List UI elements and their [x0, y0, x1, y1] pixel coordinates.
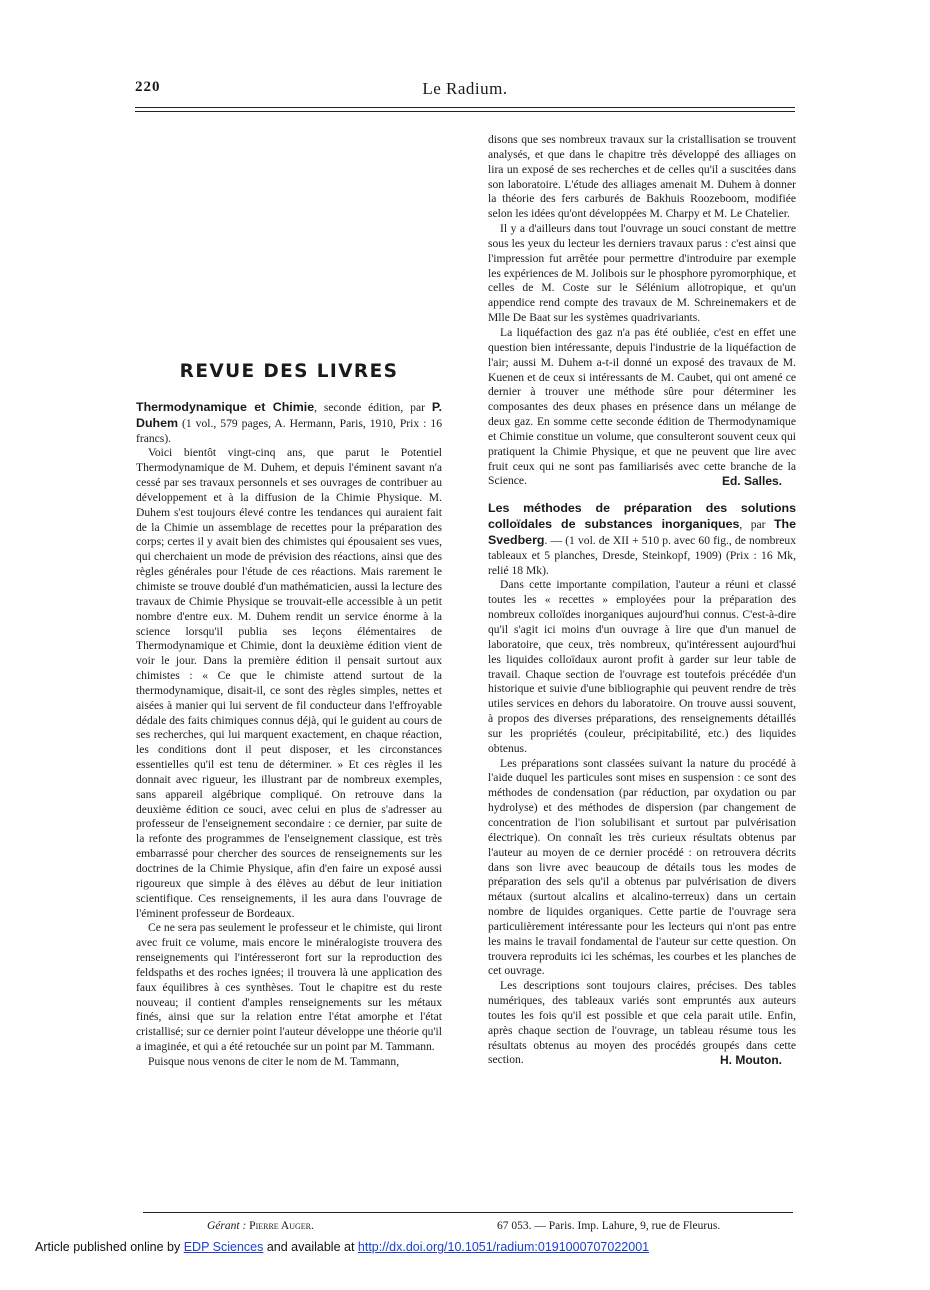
section-heading: REVUE DES LIVRES — [179, 361, 399, 382]
review-citation — [136, 400, 442, 447]
review-title-suffix: , par — [739, 518, 766, 532]
right-column — [488, 133, 796, 1068]
review-title: Thermodynamique et Chimie — [136, 399, 315, 414]
review-paragraph: Voici bientôt vingt-cinq ans, que parut le Potentiel Thermodynamique de M. Duhem, et depuis l'éminent savant n'a cessé par ses travaux personnels et ses ouvrages de contribuer au développement et à la diffusion de la Chimie Physique. M. Duhem s'est toujours élevé contre les tendances qui auraient fait de la Chimie un assemblage de recettes pour la préparation des corps; certes il y avait bien des chimistes qui épousaient ses vues, qui cherchaient un mode de prévision des réactions, ainsi que des règles générales pour l'étude de ces réactions. Mais rarement le chimiste se trouve doublé d'un mathématicien, aussi la lecture des travaux de Chimie Physique se trouvait-elle accessible à un petit nombre d'entre eux. M. Duhem rendit un service énorme à la science lorsqu'il publia ses leçons élémentaires de Thermodynamique et Chimie, dont la deuxième édition vient de voir le jour. Dans la première édition il pensait surtout aux chimistes : « Ce que le chimiste attend surtout de la thermodynamique, disait-il, ce sont des règles simples, nettes et aisées à manier qui lui servent de fil conducteur dans l'effroyable dédale des faits chimiques connus déjà, qui le guident au cours de ses recherches, qui lui marquent exactement, en chaque réaction, les conditions dont il peut disposer, et les circonstances essentielles qu'il est tenu de déterminer. » Et ces règles il les donnait avec rigueur, les illustrant par de nombreux exemples, sans appareil algébrique compliqué. On retrouve dans la deuxième édition ce souci, avec celui en plus de s'adresser au professeur de l'enseignement secondaire : ce dernier, par suite de la refonte des programmes de l'enseignement classique, est très embarrassé pour chercher des sources de renseignements sur les doctrines de la Chimie Physique, afin d'en faire un exposé aussi rigoureux que simple à des élèves au début de leur initiation scientifique. Ces renseignements, il les aura dans l'ouvrage de l'éminent professeur de Bordeaux. — [136, 446, 442, 920]
reviewer-signature: Ed. Salles. — [721, 474, 782, 489]
review-author: P. Duhem — [136, 399, 442, 430]
gerant-name: Pierre Auger. — [249, 1220, 314, 1232]
review-paragraph — [488, 326, 796, 489]
footer-printer: 67 053. — Paris. Imp. Lahure, 9, rue de Fleurus. — [497, 1220, 721, 1232]
doi-link[interactable]: http://dx.doi.org/10.1051/radium:0191000707022001 — [357, 1240, 650, 1254]
left-column — [136, 117, 442, 1070]
page-number: 220 — [135, 79, 161, 95]
review-paragraph: Il y a d'ailleurs dans tout l'ouvrage un souci constant de mettre sous les yeux du lecteur les derniers travaux parus : c'est ainsi que l'impression fut arrêtée pour permettre d'introduire par exemple les expériences de M. Jolibois sur le phosphore pyromorphique, et celles de M. Coste sur le Sélénium allotropique, et qu'un appendice rend compte des travaux de M. Schreinemakers et de Mlle De Baat sur les systèmes quadrivariants. — [488, 222, 796, 325]
review-bibliography: . — (1 vol. de XII + 510 p. avec 60 fig., de nombreux tableaux et 5 planches, Dresde, Steinkopf, 1909) (Prix : 16 Mk, relié 18 Mk). — [488, 533, 796, 577]
online-note-prefix: Article published online by — [35, 1240, 184, 1254]
review-title-suffix: , seconde édition, par — [314, 400, 425, 414]
review-author: The Svedberg — [488, 517, 796, 547]
review-paragraph-text: La liquéfaction des gaz n'a pas été oubliée, c'est en effet une question bien intéressante, depuis l'industrie de la liquéfaction de l'air; aussi M. Duhem a-t-il donné un exposé des travaux de M. Kuenen et de ceux si intéressants de M. Caubet, qui ont amené ce dernier à trouver une méthode sûre pour déterminer les composantes des deux phases en présence dans un mélange de deux gaz. En somme cette seconde édition de Thermodynamique et Chimie constitue un volume, que consulteront souvent ceux qui pratiquent la Chimie Physique, et que ne peuvent que lire avec fruit ceux qui ne sont pas familiarisés avec cette branche de la Science. — [488, 325, 796, 488]
reviewer-signature: H. Mouton. — [720, 1053, 782, 1068]
review-bibliography: (1 vol., 579 pages, A. Hermann, Paris, 1910, Prix : 16 francs). — [136, 416, 442, 445]
spacer — [488, 489, 796, 501]
review-title: Les méthodes de préparation des solutions colloïdales de substances inorganiques — [488, 501, 796, 532]
running-head — [135, 79, 795, 101]
review-paragraph: Puisque nous venons de citer le nom de M. Tammann, — [148, 1054, 400, 1068]
header-rule-bottom — [135, 111, 795, 112]
review-paragraph: Les préparations sont classées suivant la nature du procédé à l'aide duquel les particules sont mises en suspension : ce sont des méthodes de condensation (par réduction, par oxydation ou par hydrolyse) et des méthodes de dispersion (par changement de concentration de l'ion solubilisant et surtout par pulvérisation électrique). On connaît les très curieux résultats obtenus par l'auteur au moyen de ce dernier procédé : on retrouvera décrits dans son livre avec beaucoup de détails tous les modes de préparation des sels qu'il a obtenus par pulvérisation de divers métaux (surtout alcalins et alcalino-terreux) dans un certain nombre de liquides organiques. Cette partie de l'ouvrage sera particulièrement intéressante pour les lecteurs qui n'ont pas entre les mains le travail fondamental de l'auteur sur cette question. On trouvera reproduits ici les schémas, les courbes et les planches de cet ouvrage. — [488, 756, 796, 978]
journal-title: Le Radium. — [422, 79, 508, 98]
review-paragraph — [488, 979, 796, 1068]
header-rule-top — [135, 107, 795, 108]
gerant-label: Gérant : — [207, 1220, 250, 1232]
review-paragraph: Dans cette importante compilation, l'auteur a réuni et classé toutes les « recettes » employées pour la préparation des nombreux colloïdes inorganiques aujourd'hui connus. C'est-à-dire qu'il s'agit ici moins d'un ouvrage à lire que d'un manuel de laboratoire, que ceux, très nombreux, qu'intéressent aujourd'hui les liquides colloïdaux auront profit à garder sur leur table de travail. Chaque section de l'ouvrage est toutefois précédée d'un historique et suivie d'une bibliographie qui peuvent rendre de très utiles services en dehors du laboratoire. On trouve aussi souvent, à propos des diverses préparations, des renseignements détaillés sur les propriétés (couleur, précipitabilité, etc.) des liquides obtenus. — [488, 578, 796, 755]
review-citation — [488, 501, 796, 578]
review-paragraph: disons que ses nombreux travaux sur la cristallisation se trouvent analysés, et que dans le chapitre très développé des alliages on lira un exposé de ses recherches et de celles qu'il a suscitées dans son laboratoire. L'étude des alliages amenait M. Duhem à donner la théorie des fers carburés de Bakhuis Roozeboom, modifiée selon les idées qu'ont développées M. Charpy et M. Le Chatelier. — [488, 133, 796, 221]
footer-gerant — [207, 1220, 314, 1232]
review-paragraph-text: Les descriptions sont toujours claires, précises. Des tables numériques, des tableaux variés sont empruntés aux auteurs toutes les fois qu'il est possible et que cela parait utile. Enfin, après chaque section de l'ouvrage, un tableau résume tous les résultats obtenus au moyen des procédés groupés dans cette section. — [488, 979, 796, 1067]
review-paragraph: Ce ne sera pas seulement le professeur et le chimiste, qui liront avec fruit ce volume, mais encore le minéralogiste trouvera des renseignements qui l'intéresseront fort sur la reproduction des feldspaths et des roches ignées; il trouvera là une application des faux équilibres à ces synthèses. Tout le chapitre est du reste nouveau; il contient d'amples renseignements sur les métaux finés, ainsi que sur la relation entre l'état amorphe et l'état cristallisé; sur ce dernier point l'auteur développe une théorie qu'il a imaginée, et qui a été retouchée sur un point par M. Tammann. — [136, 921, 442, 1054]
online-note-middle: and available at — [263, 1240, 358, 1254]
footer-rule — [143, 1212, 793, 1213]
publisher-link[interactable]: EDP Sciences — [183, 1240, 264, 1254]
online-publication-note — [35, 1240, 649, 1254]
